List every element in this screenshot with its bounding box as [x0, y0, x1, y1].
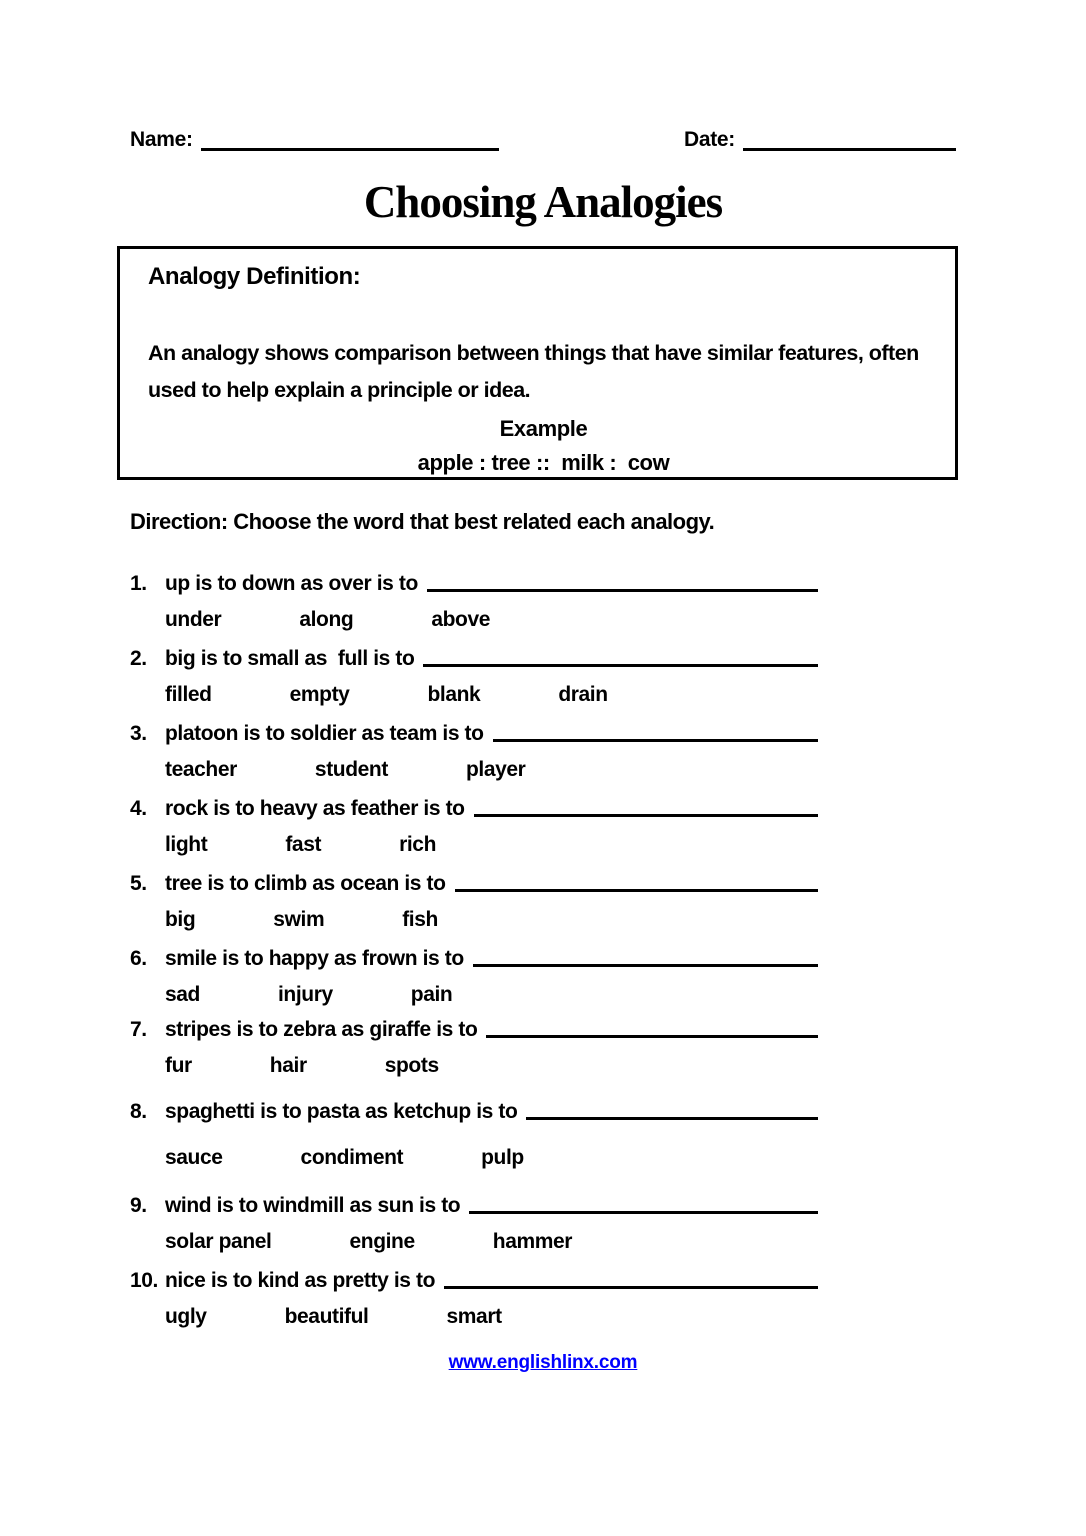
- option-label: hammer: [492, 1230, 573, 1253]
- direction-text: Direction: Choose the word that best related each analogy.: [130, 509, 715, 534]
- question-line: [130, 635, 818, 671]
- question-prompt: smile is to happy as frown is to: [165, 947, 464, 970]
- option-label: condiment: [300, 1146, 404, 1169]
- answer-blank-line: [474, 814, 818, 817]
- question-number: 6.: [130, 947, 147, 970]
- option-label: solar panel: [165, 1230, 272, 1253]
- question-number: 5.: [130, 872, 147, 895]
- option-label: pulp: [481, 1146, 524, 1169]
- option-label: spots: [384, 1054, 439, 1077]
- date-blank-line: [743, 148, 956, 151]
- option-label: engine: [349, 1230, 415, 1253]
- options-row: [130, 596, 818, 632]
- option-label: hair: [269, 1054, 307, 1077]
- question-line: [130, 1010, 818, 1042]
- option-label: sauce: [165, 1146, 223, 1169]
- question-number: 3.: [130, 722, 147, 745]
- answer-blank-line: [444, 1286, 818, 1289]
- question-9: [130, 1182, 818, 1254]
- question-number: 2.: [130, 647, 147, 670]
- answer-blank-line: [455, 889, 818, 892]
- options-row: [130, 821, 818, 857]
- option-label: fast: [285, 833, 322, 856]
- option-label: beautiful: [284, 1305, 369, 1328]
- question-6: [130, 935, 818, 1007]
- question-line: [130, 1088, 818, 1124]
- option-label: student: [314, 758, 388, 781]
- question-prompt: wind is to windmill as sun is to: [165, 1194, 461, 1217]
- question-number: 4.: [130, 797, 147, 820]
- answer-blank-line: [486, 1035, 818, 1038]
- question-line: [130, 785, 818, 821]
- definition-heading: Analogy Definition:: [148, 263, 361, 290]
- option-label: swim: [273, 908, 325, 931]
- page-title: Choosing Analogies: [363, 177, 723, 227]
- question-line: [130, 560, 818, 596]
- question-line: [130, 1257, 818, 1293]
- answer-blank-line: [493, 739, 818, 742]
- option-label: empty: [289, 683, 350, 706]
- question-prompt: nice is to kind as pretty is to: [165, 1269, 436, 1292]
- options-row: [130, 1293, 818, 1329]
- question-number: 10.: [130, 1269, 158, 1292]
- question-number: 9.: [130, 1194, 147, 1217]
- question-3: [130, 710, 818, 782]
- question-number: 8.: [130, 1100, 147, 1123]
- footer: [0, 1352, 1086, 1374]
- header-row: [130, 128, 956, 152]
- option-label: rich: [399, 833, 436, 856]
- option-label: player: [465, 758, 526, 781]
- question-7: [130, 1010, 818, 1078]
- question-prompt: rock is to heavy as feather is to: [165, 797, 465, 820]
- option-label: drain: [558, 683, 608, 706]
- question-line: [130, 1182, 818, 1218]
- question-line: [130, 935, 818, 971]
- option-label: smart: [446, 1305, 502, 1328]
- example-text: apple : tree :: milk : cow: [417, 450, 670, 475]
- answer-blank-line: [427, 589, 818, 592]
- answer-blank-line: [526, 1117, 818, 1120]
- question-2: [130, 635, 818, 707]
- answer-blank-line: [423, 664, 818, 667]
- option-label: teacher: [165, 758, 237, 781]
- option-label: fish: [402, 908, 438, 931]
- question-1: [130, 560, 818, 632]
- option-label: pain: [410, 983, 453, 1006]
- name-field: [130, 128, 499, 152]
- options-row: [130, 896, 818, 932]
- question-4: [130, 785, 818, 857]
- options-row: [130, 746, 818, 782]
- option-label: light: [165, 833, 208, 856]
- question-prompt: big is to small as full is to: [165, 647, 415, 670]
- option-label: sad: [165, 983, 200, 1006]
- option-label: injury: [278, 983, 333, 1006]
- question-line: [130, 860, 818, 896]
- date-label: Date:: [683, 128, 735, 151]
- questions-list: [130, 560, 818, 1332]
- question-prompt: stripes is to zebra as giraffe is to: [165, 1018, 478, 1041]
- question-number: 7.: [130, 1018, 147, 1041]
- answer-blank-line: [469, 1211, 818, 1214]
- answer-blank-line: [473, 964, 818, 967]
- name-label: Name:: [130, 128, 193, 151]
- option-label: under: [165, 608, 222, 631]
- option-label: above: [431, 608, 491, 631]
- options-row: [130, 1218, 818, 1254]
- question-line: [130, 710, 818, 746]
- question-5: [130, 860, 818, 932]
- option-label: blank: [427, 683, 481, 706]
- date-field: [684, 128, 956, 152]
- options-row: [130, 971, 818, 1007]
- question-8: [130, 1088, 818, 1170]
- question-prompt: up is to down as over is to: [165, 572, 418, 595]
- question-prompt: tree is to climb as ocean is to: [165, 872, 446, 895]
- option-label: fur: [165, 1054, 192, 1077]
- options-row: [130, 671, 818, 707]
- option-label: filled: [165, 683, 212, 706]
- name-blank-line: [201, 148, 499, 151]
- option-label: along: [299, 608, 354, 631]
- option-label: ugly: [165, 1305, 207, 1328]
- question-10: [130, 1257, 818, 1329]
- option-label: big: [165, 908, 196, 931]
- definition-body: An analogy shows comparison between things that have similar features, often used to help explain a principle or idea.: [148, 341, 919, 402]
- definition-box: [117, 246, 958, 480]
- question-prompt: spaghetti is to pasta as ketchup is to: [165, 1100, 518, 1123]
- options-row: [130, 1134, 818, 1170]
- options-row: [130, 1042, 818, 1078]
- question-prompt: platoon is to soldier as team is to: [165, 722, 484, 745]
- footer-link[interactable]: www.englishlinx.com: [448, 1352, 638, 1373]
- question-number: 1.: [130, 572, 147, 595]
- example-label: Example: [499, 416, 588, 441]
